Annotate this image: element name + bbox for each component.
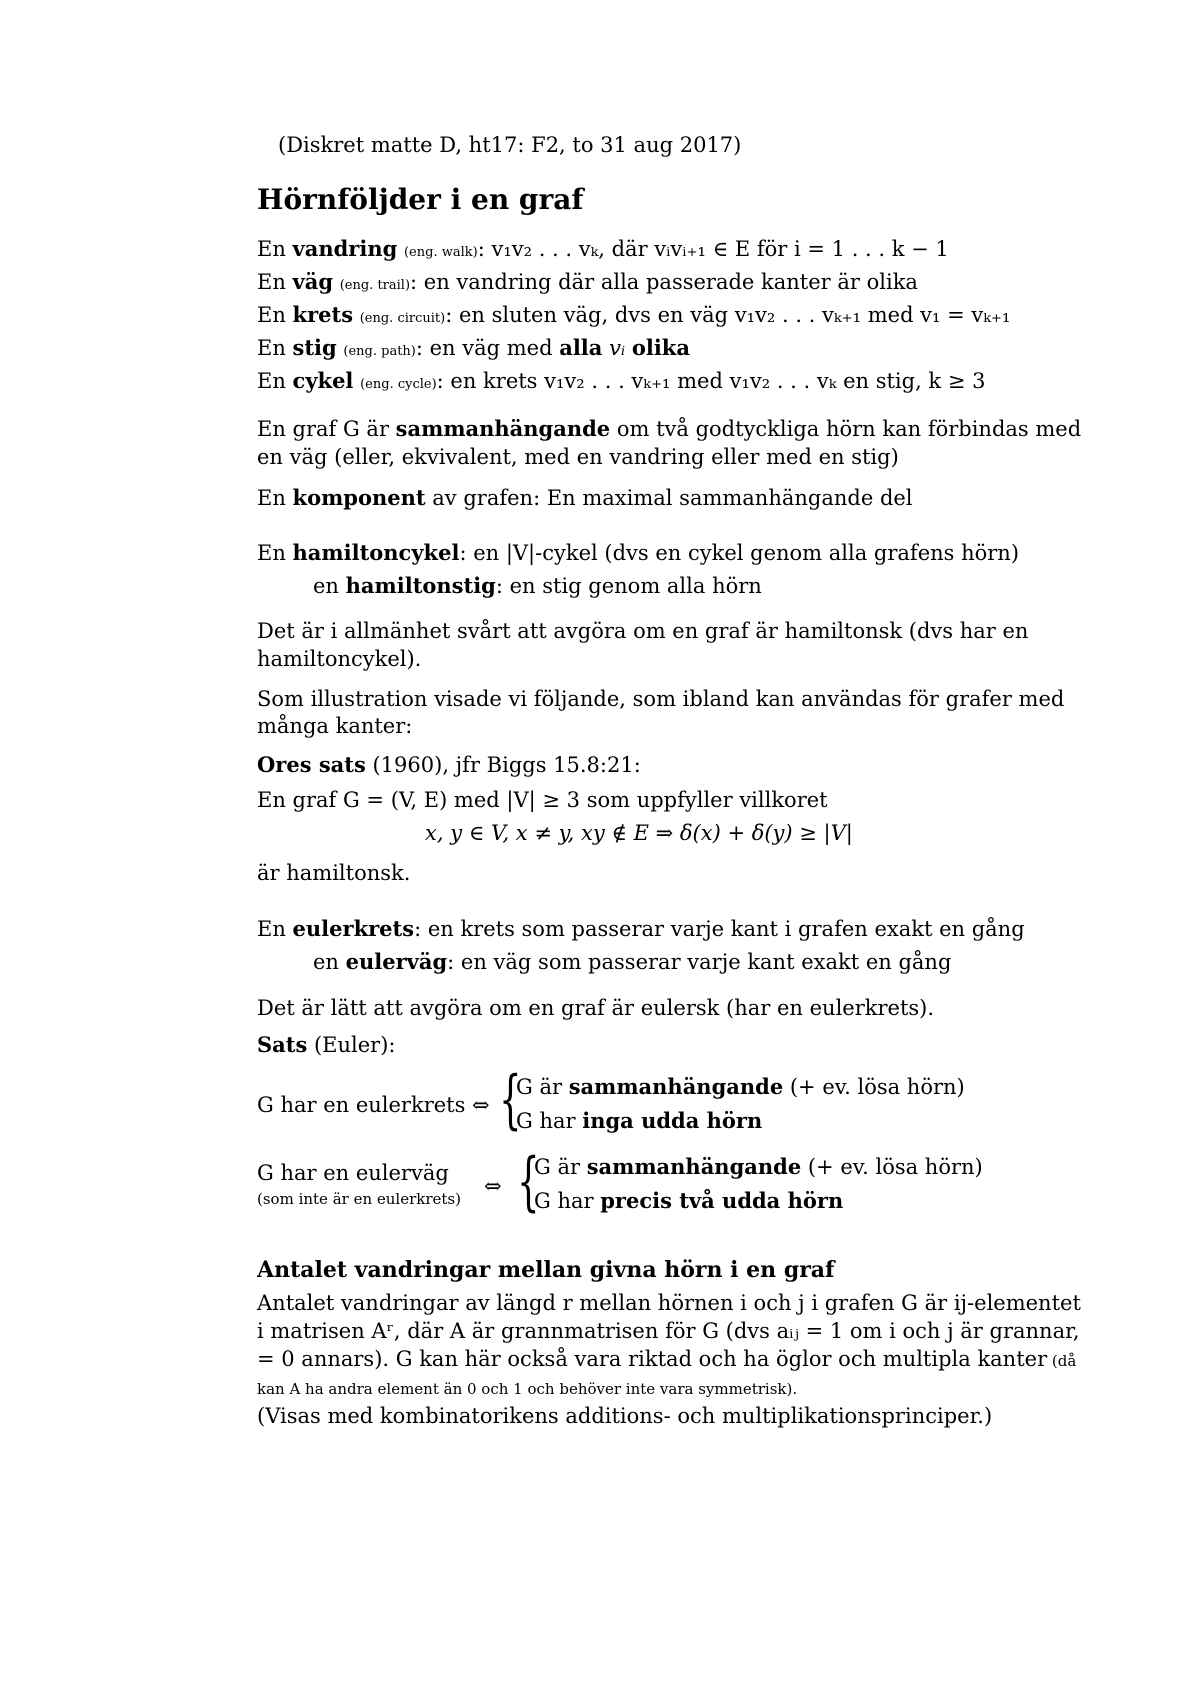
euler-theorem-2-cond-a: G är sammanhängande (+ ev. lösa hörn) <box>534 1154 983 1179</box>
ore-formula: x, y ∈ V, x ≠ y, xy ∉ E ⇒ δ(x) + δ(y) ≥ |V| <box>425 821 853 845</box>
eulerkrets-def: En eulerkrets: en krets som passerar varje kant i grafen exakt en gång <box>257 916 1025 941</box>
left-brace-1: { <box>499 1063 522 1137</box>
ore-conclusion: är hamiltonsk. <box>257 861 411 885</box>
term-vandring: vandring <box>292 236 398 261</box>
term-vag: väg <box>292 269 334 294</box>
eng-path: (eng. path) <box>343 344 416 359</box>
hamiltoncykel-def: En hamiltoncykel: en |V|-cykel (dvs en cykel genom alla grafens hörn) <box>257 540 1020 565</box>
illustration-line-1: Som illustration visade vi följande, som ibland kan användas för grafer med <box>257 687 1065 711</box>
euler-theorem-2-left: G har en eulerväg <box>257 1161 449 1185</box>
walks-line-1: Antalet vandringar av längd r mellan hörnen i och j i grafen G är ij-elementet <box>257 1291 1081 1315</box>
eng-cycle: (eng. cycle) <box>360 377 437 392</box>
eng-walk: (eng. walk) <box>403 245 478 260</box>
walks-section-heading: Antalet vandringar mellan givna hörn i en graf <box>257 1257 835 1283</box>
walks-line-3: = 0 annars). G kan här också vara riktad och ha öglor och multipla kanter (då <box>257 1347 1077 1371</box>
def-vandring: En vandring (eng. walk): v₁v₂ . . . vₖ, där vᵢvᵢ₊₁ ∈ E för i = 1 . . . k − 1 <box>257 236 949 261</box>
connected-line-1: En graf G är sammanhängande om två godtyckliga hörn kan förbindas med <box>257 416 1082 441</box>
euler-theorem-2-cond-b: G har precis två udda hörn <box>534 1188 844 1213</box>
illustration-line-2: många kanter: <box>257 714 413 738</box>
def-stig: En stig (eng. path): en väg med alla vᵢ olika <box>257 335 690 360</box>
eulervag-def: en eulerväg: en väg som passerar varje kant exakt en gång <box>313 949 952 974</box>
ore-heading: Ores sats (1960), jfr Biggs 15.8:21: <box>257 752 641 777</box>
page-title: Hörnföljder i en graf <box>257 183 584 216</box>
component-def: En komponent av grafen: En maximal sammanhängande del <box>257 485 913 510</box>
def-vag: En väg (eng. trail): en vandring där alla passerade kanter är olika <box>257 269 918 294</box>
eng-circuit: (eng. circuit) <box>359 311 446 326</box>
equivalence-arrow-2: ⇔ <box>484 1174 502 1198</box>
euler-theorem-2-note: (som inte är en eulerkrets) <box>257 1190 461 1208</box>
course-header: (Diskret matte D, ht17: F2, to 31 aug 2017) <box>278 133 742 157</box>
walks-line-4: kan A ha andra element än 0 och 1 och behöver inte vara symmetrisk). <box>257 1380 798 1398</box>
ore-condition: En graf G = (V, E) med |V| ≥ 3 som uppfyller villkoret <box>257 788 828 812</box>
hamilton-hard-line-1: Det är i allmänhet svårt att avgöra om en graf är hamiltonsk (dvs har en <box>257 619 1029 643</box>
euler-theorem-heading: Sats (Euler): <box>257 1032 396 1057</box>
euler-theorem-1-cond-a: G är sammanhängande (+ ev. lösa hörn) <box>516 1074 965 1099</box>
euler-theorem-1-cond-b: G har inga udda hörn <box>516 1108 763 1133</box>
hamilton-hard-line-2: hamiltoncykel). <box>257 647 422 671</box>
def-cykel: En cykel (eng. cycle): en krets v₁v₂ . . . vₖ₊₁ med v₁v₂ . . . vₖ en stig, k ≥ 3 <box>257 368 986 393</box>
term-krets: krets <box>292 302 354 327</box>
walks-line-5: (Visas med kombinatorikens additions- och multiplikationsprinciper.) <box>257 1404 993 1428</box>
term-stig: stig <box>292 335 337 360</box>
connected-line-2: en väg (eller, ekvivalent, med en vandring eller med en stig) <box>257 445 899 469</box>
def-krets: En krets (eng. circuit): en sluten väg, dvs en väg v₁v₂ . . . vₖ₊₁ med v₁ = vₖ₊₁ <box>257 302 1011 327</box>
left-brace-2: { <box>517 1145 540 1219</box>
euler-easy: Det är lätt att avgöra om en graf är eulersk (har en eulerkrets). <box>257 996 935 1020</box>
term-cykel: cykel <box>292 368 354 393</box>
euler-theorem-1-left: G har en eulerkrets ⇔ <box>257 1093 490 1117</box>
eng-trail: (eng. trail) <box>339 278 411 293</box>
walks-line-2: i matrisen Aʳ, där A är grannmatrisen för G (dvs aᵢⱼ = 1 om i och j är grannar, <box>257 1319 1080 1343</box>
hamiltonstig-def: en hamiltonstig: en stig genom alla hörn <box>313 573 762 598</box>
